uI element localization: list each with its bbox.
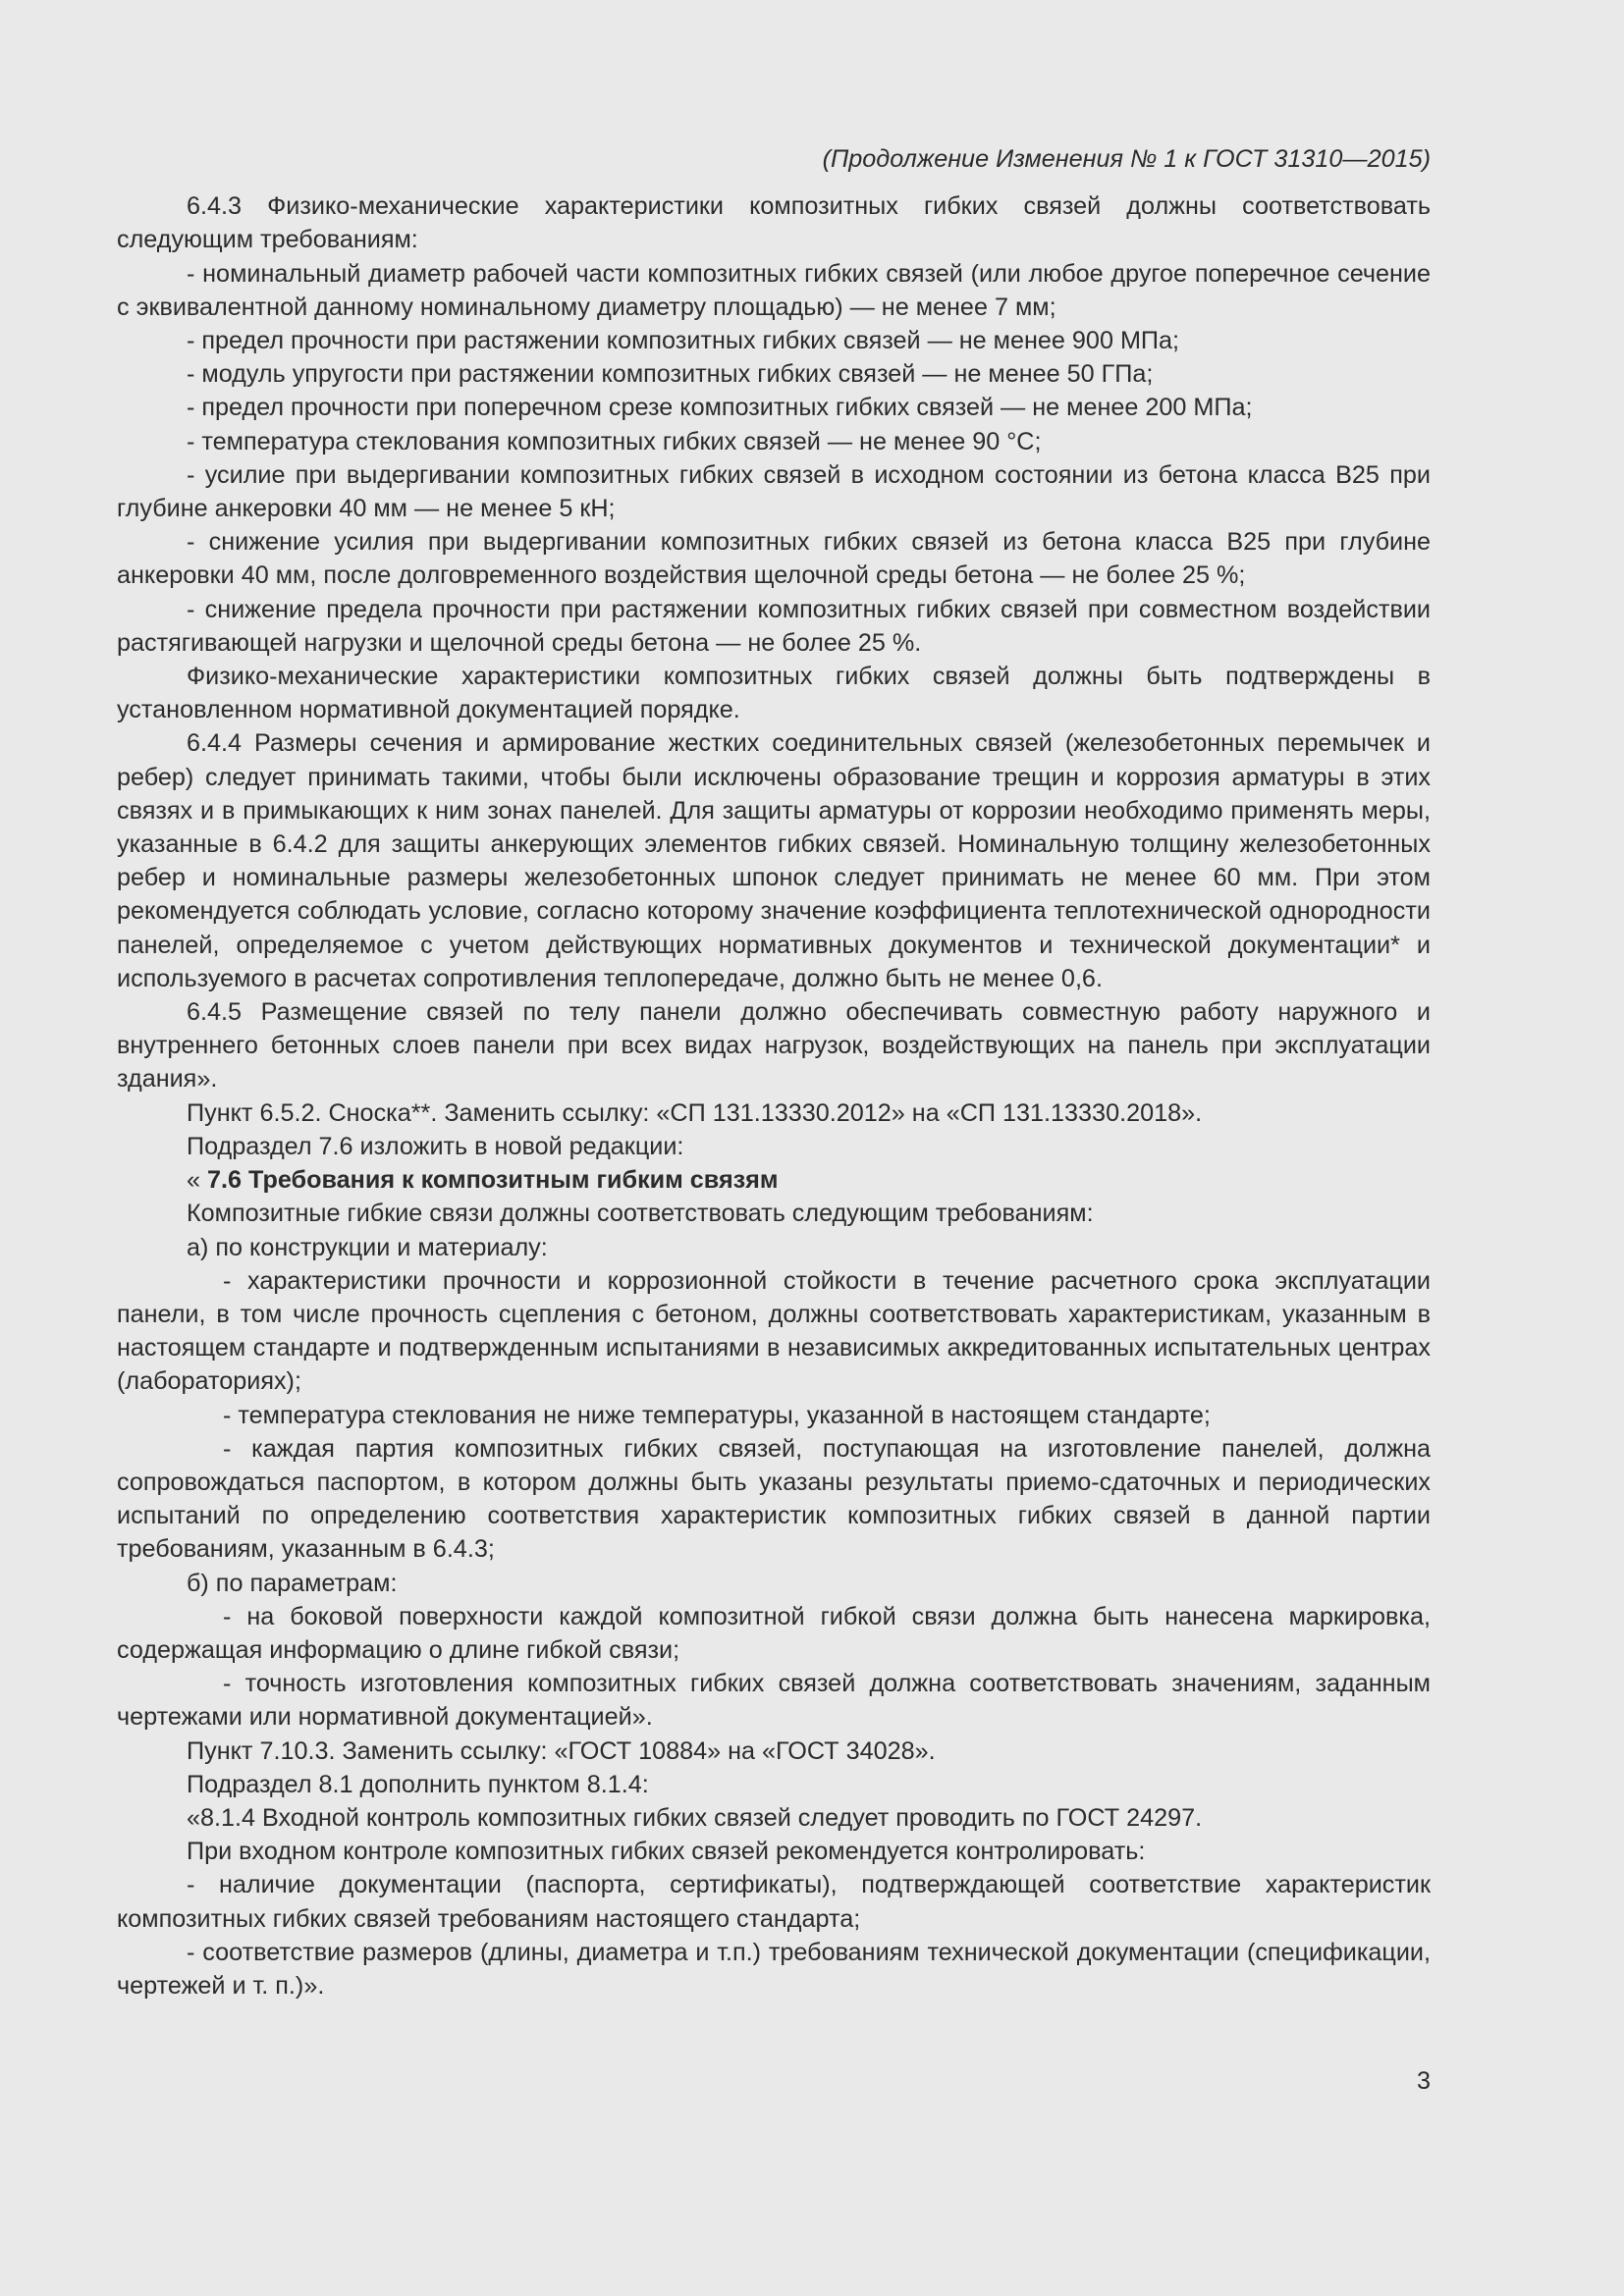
running-header: (Продолжение Изменения № 1 к ГОСТ 31310—2015) [822,145,1431,173]
paragraph: - предел прочности при поперечном срезе композитных гибких связей — не менее 200 МПа; [187,394,1253,422]
paragraph: - соответствие размеров (длины, диаметра и т.п.) требованиям технической документации (спецификации, чертежей и т. п.)». [117,1938,1431,2000]
paragraph: 6.4.3 Физико-механические характеристики композитных гибких связей должны соответствовать следующим требованиям: [117,192,1431,254]
page-number: 3 [1416,2067,1431,2095]
paragraph: б) по параметрам: [187,1569,398,1597]
paragraph: Пункт 7.10.3. Заменить ссылку: «ГОСТ 10884» на «ГОСТ 34028». [187,1736,936,1765]
paragraph: - модуль упругости при растяжении композитных гибких связей — не менее 50 ГПа; [187,360,1154,389]
document-page [117,142,1431,2002]
paragraph: - температура стеклования не ниже температуры, указанной в настоящем стандарте; [223,1401,1211,1429]
paragraph: а) по конструкции и материалу: [187,1233,548,1261]
paragraph [117,1163,1431,1197]
paragraph: Композитные гибкие связи должны соответствовать следующим требованиям: [187,1200,1094,1228]
paragraph: При входном контроле композитных гибких связей рекомендуется контролировать: [187,1838,1146,1866]
paragraph: - номинальный диаметр рабочей части композитных гибких связей (или любое другое поперечное сечение с эквивалентной данному номинальному диаметру площадью) — не менее 7 мм; [117,259,1431,321]
paragraph: - температура стеклования композитных гибких связей — не менее 90 °С; [187,427,1042,455]
paragraph: Подраздел 8.1 дополнить пунктом 8.1.4: [187,1770,649,1798]
paragraph: - снижение предела прочности при растяжении композитных гибких связей при совместном воздействии растягивающей нагрузки и щелочной среды бетона — не более 25 %. [117,595,1431,657]
paragraph: - характеристики прочности и коррозионной стойкости в течение расчетного срока эксплуатации панели, в том числе прочность сцепления с бетоном, должны соответствовать характеристикам, указанным в настоящем стандарте и подтвержденным испытаниями в независимых аккредитованных испытательных центрах (лабораториях); [117,1266,1431,1396]
paragraph: Подраздел 7.6 изложить в новой редакции: [187,1132,684,1160]
paragraph: 6.4.5 Размещение связей по телу панели должно обеспечивать совместную работу наружного и внутреннего бетонных слоев панели при всех видах нагрузок, воздействующих на панель при эксплуатации здания». [117,998,1431,1094]
paragraph: 6.4.4 Размеры сечения и армирование жестких соединительных связей (железобетонных перемычек и ребер) следует принимать такими, чтобы были исключены образование трещин и коррозия арматуры в этих связях и в примыкающих к ним зонах панелей. Для защиты арматуры от коррозии необходимо применять меры, указанные в 6.4.2 для защиты анкерующих элементов гибких связей. Номинальную толщину железобетонных ребер и номинальные размеры железобетонных шпонок следует принимать не менее 60 мм. При этом рекомендуется соблюдать условие, согласно которому значение коэффициента теплотехнической однородности панелей, определяемое с учетом действующих нормативных документов и технической документации* и используемого в расчетах сопротивления теплопередаче, должно быть не менее 0,6. [117,729,1431,992]
paragraph: - точность изготовления композитных гибких связей должна соответствовать значениям, заданным чертежами или нормативной документацией». [117,1670,1431,1732]
paragraph: - наличие документации (паспорта, сертификаты), подтверждающей соответствие характеристик композитных гибких связей требованиям настоящего стандарта; [117,1871,1431,1933]
paragraph: - снижение усилия при выдергивании композитных гибких связей из бетона класса В25 при глубине анкеровки 40 мм, после долговременного воздействия щелочной среды бетона — не более 25 %; [117,528,1431,590]
paragraph: - каждая партия композитных гибких связей, поступающая на изготовление панелей, должна сопровождаться паспортом, в котором должны быть указаны результаты приемо-сдаточных и периодических испытаний по определению соответствия характеристик композитных гибких связей в данной партии требованиям, указанным в 6.4.3; [117,1434,1431,1564]
paragraph: - предел прочности при растяжении композитных гибких связей — не менее 900 МПа; [187,327,1180,355]
paragraph: Физико-механические характеристики композитных гибких связей должны быть подтверждены в установленном нормативной документацией порядке. [117,663,1431,724]
section-heading: 7.6 Требования к композитным гибким связям [207,1166,779,1195]
paragraph: «8.1.4 Входной контроль композитных гибких связей следует проводить по ГОСТ 24297. [187,1803,1203,1832]
quote-mark: « [187,1166,208,1195]
paragraph: - на боковой поверхности каждой композитной гибкой связи должна быть нанесена маркировка, содержащая информацию о длине гибкой связи; [117,1602,1431,1664]
paragraph: Пункт 6.5.2. Сноска**. Заменить ссылку: «СП 131.13330.2012» на «СП 131.13330.2018». [187,1098,1203,1127]
paragraph: - усилие при выдергивании композитных гибких связей в исходном состоянии из бетона класса В25 при глубине анкеровки 40 мм — не менее 5 кН; [117,460,1431,523]
document-body [117,189,1431,2002]
